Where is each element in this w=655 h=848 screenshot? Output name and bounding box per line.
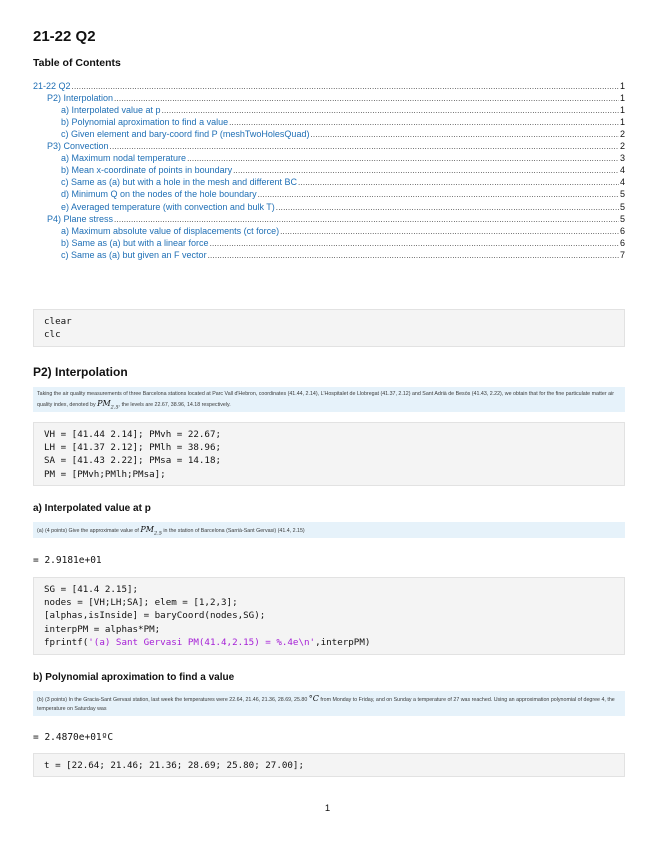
toc-page-number: 1 — [619, 81, 625, 92]
document-title: 21-22 Q2 — [33, 28, 96, 45]
math-symbol: $PM_{2.5}$ — [140, 525, 162, 537]
subsection-heading-a: a) Interpolated value at p — [33, 503, 151, 514]
toc-entry[interactable] — [33, 128, 625, 140]
toc-page-number: 4 — [619, 177, 625, 188]
toc-entry[interactable] — [33, 213, 625, 225]
output-a: = 2.9181e+01 — [33, 555, 102, 566]
toc-leader-dots — [72, 81, 619, 92]
toc-page-number: 6 — [619, 237, 625, 248]
code-line: clc — [44, 329, 61, 341]
toc-entry[interactable] — [33, 116, 625, 128]
code-line-fprintf: fprintf('(a) Sant Gervasi PM(41.4,2.15) = %.4e\n',interpPM) — [44, 636, 371, 648]
toc-entry[interactable] — [33, 164, 625, 176]
code-line: PM = [PMvh;PMlh;PMsa]; — [44, 468, 166, 480]
toc-leader-dots — [310, 129, 619, 140]
toc-entry-link[interactable]: P3) Convection — [47, 141, 109, 152]
toc-page-number: 5 — [619, 189, 625, 200]
toc-leader-dots — [210, 238, 619, 249]
code-line: t = [22.64; 21.46; 21.36; 28.69; 25.80; 27.00]; — [44, 760, 304, 771]
toc-page-number: 1 — [619, 93, 625, 104]
toc-page-number: 4 — [619, 165, 625, 176]
page-number: 1 — [324, 803, 331, 814]
toc-leader-dots — [187, 153, 619, 164]
toc-entry[interactable] — [33, 200, 625, 212]
toc-entry[interactable] — [33, 104, 625, 116]
toc-page-number: 7 — [619, 249, 625, 260]
note-text: (b) (3 points) In the Gracia-Sant Gervasi station, last week the temperatures were 22.64, 21.46, 21.36, 28.69, 25.80 — [37, 697, 308, 703]
problem-statement-p2 — [33, 387, 625, 412]
code-block-stations — [33, 422, 625, 486]
toc-page-number: 3 — [619, 153, 625, 164]
toc-entry-link[interactable]: 21-22 Q2 — [33, 81, 71, 92]
section-heading-interpolation: P2) Interpolation — [33, 365, 128, 379]
code-line: clear — [44, 316, 72, 327]
problem-statement-a — [33, 522, 625, 538]
note-text: (a) (4 points) Give the approximate value of — [37, 528, 139, 534]
toc-leader-dots — [229, 117, 619, 128]
code-block-a — [33, 577, 625, 655]
string-literal: '(a) Sant Gervasi PM(41.4,2.15) = %.4e\n' — [88, 636, 316, 648]
toc-entry[interactable] — [33, 152, 625, 164]
toc-entry[interactable] — [33, 249, 625, 261]
toc-leader-dots — [280, 226, 619, 237]
toc-entry-link[interactable]: b) Same as (a) but with a linear force — [61, 237, 209, 248]
toc-entry-link[interactable]: c) Same as (a) but given an F vector — [61, 249, 207, 260]
toc-leader-dots — [276, 202, 619, 213]
toc-entry[interactable] — [33, 225, 625, 237]
math-symbol: °C — [308, 694, 319, 703]
code-line: SG = [41.4 2.15]; — [44, 584, 139, 595]
toc-entry-link[interactable]: e) Averaged temperature (with convection and bulk T) — [61, 201, 275, 212]
toc-page-number: 5 — [619, 201, 625, 212]
toc-leader-dots — [114, 214, 619, 225]
toc-page-number: 2 — [619, 129, 625, 140]
problem-statement-b — [33, 691, 625, 716]
toc-leader-dots — [162, 105, 619, 116]
toc-entry[interactable] — [33, 176, 625, 188]
code-line: [alphas,isInside] = baryCoord(nodes,SG); — [44, 610, 266, 622]
code-block-clear — [33, 309, 625, 347]
toc-entry[interactable] — [33, 140, 625, 152]
code-line: interpPM = alphas*PM; — [44, 623, 161, 635]
toc-entry-link[interactable]: c) Given element and bary-coord find P (meshTwoHolesQuad) — [61, 129, 310, 140]
code-line: SA = [41.43 2.22]; PMsa = 14.18; — [44, 455, 222, 467]
note-text: from Monday to Friday, and on Sunday a temperature of 27 was reached. Using an approximation polynomial of degree 4, the temperature on Saturday was — [37, 697, 615, 712]
toc-page-number: 6 — [619, 225, 625, 236]
output-b: = 2.4870e+01ºC — [33, 732, 114, 743]
note-text: , the levels are 22.67, 38.96, 14.18 respectively. — [118, 402, 231, 408]
toc-entry[interactable] — [33, 188, 625, 200]
toc-leader-dots — [258, 189, 619, 200]
toc-page-number: 1 — [619, 117, 625, 128]
note-text: Taking the air quality measurements of three Barcelona stations located at Parc Vall d'Hebron, coordinates (41.44, 2.14), L'Hospitalet de Llobregat (41.37, 2.12) and Sant Adrià de Besòs (41.43, 2.22), we obtain that for the fine particulate matter air quality index, denoted by — [37, 391, 614, 408]
code-line: nodes = [VH;LH;SA]; elem = [1,2,3]; — [44, 597, 238, 609]
toc-entry-link[interactable]: a) Maximum nodal temperature — [61, 153, 187, 164]
toc-entry-link[interactable]: P2) Interpolation — [47, 93, 114, 104]
toc-entry-link[interactable]: P4) Plane stress — [47, 213, 114, 224]
toc-entry[interactable] — [33, 80, 625, 92]
toc-title: Table of Contents — [33, 57, 121, 69]
toc-leader-dots — [233, 165, 619, 176]
toc-entry-link[interactable]: b) Mean x-coordinate of points in boundary — [61, 165, 233, 176]
table-of-contents — [33, 80, 625, 261]
note-text: in the station of Barcelona (Sarrià-Sant Gervasi) (41.4, 2.15) — [163, 528, 305, 534]
toc-entry[interactable] — [33, 92, 625, 104]
toc-entry-link[interactable]: a) Interpolated value at p — [61, 105, 161, 116]
toc-leader-dots — [208, 250, 619, 261]
toc-leader-dots — [110, 141, 619, 152]
subsection-heading-b: b) Polynomial aproximation to find a value — [33, 672, 235, 683]
toc-entry-link[interactable]: c) Same as (a) but with a hole in the mesh and different BC — [61, 177, 297, 188]
toc-entry[interactable] — [33, 237, 625, 249]
toc-leader-dots — [298, 177, 619, 188]
code-line: LH = [41.37 2.12]; PMlh = 38.96; — [44, 442, 222, 454]
toc-page-number: 2 — [619, 141, 625, 152]
toc-entry-link[interactable]: b) Polynomial aproximation to find a value — [61, 117, 229, 128]
math-symbol: $PM_{2.5}$ — [97, 399, 119, 411]
code-block-b — [33, 753, 625, 777]
toc-page-number: 5 — [619, 213, 625, 224]
code-line: VH = [41.44 2.14]; PMvh = 22.67; — [44, 429, 222, 440]
toc-entry-link[interactable]: d) Minimum Q on the nodes of the hole boundary — [61, 189, 257, 200]
toc-page-number: 1 — [619, 105, 625, 116]
toc-leader-dots — [114, 93, 619, 104]
toc-entry-link[interactable]: a) Maximum absolute value of displacements (ct force) — [61, 225, 280, 236]
